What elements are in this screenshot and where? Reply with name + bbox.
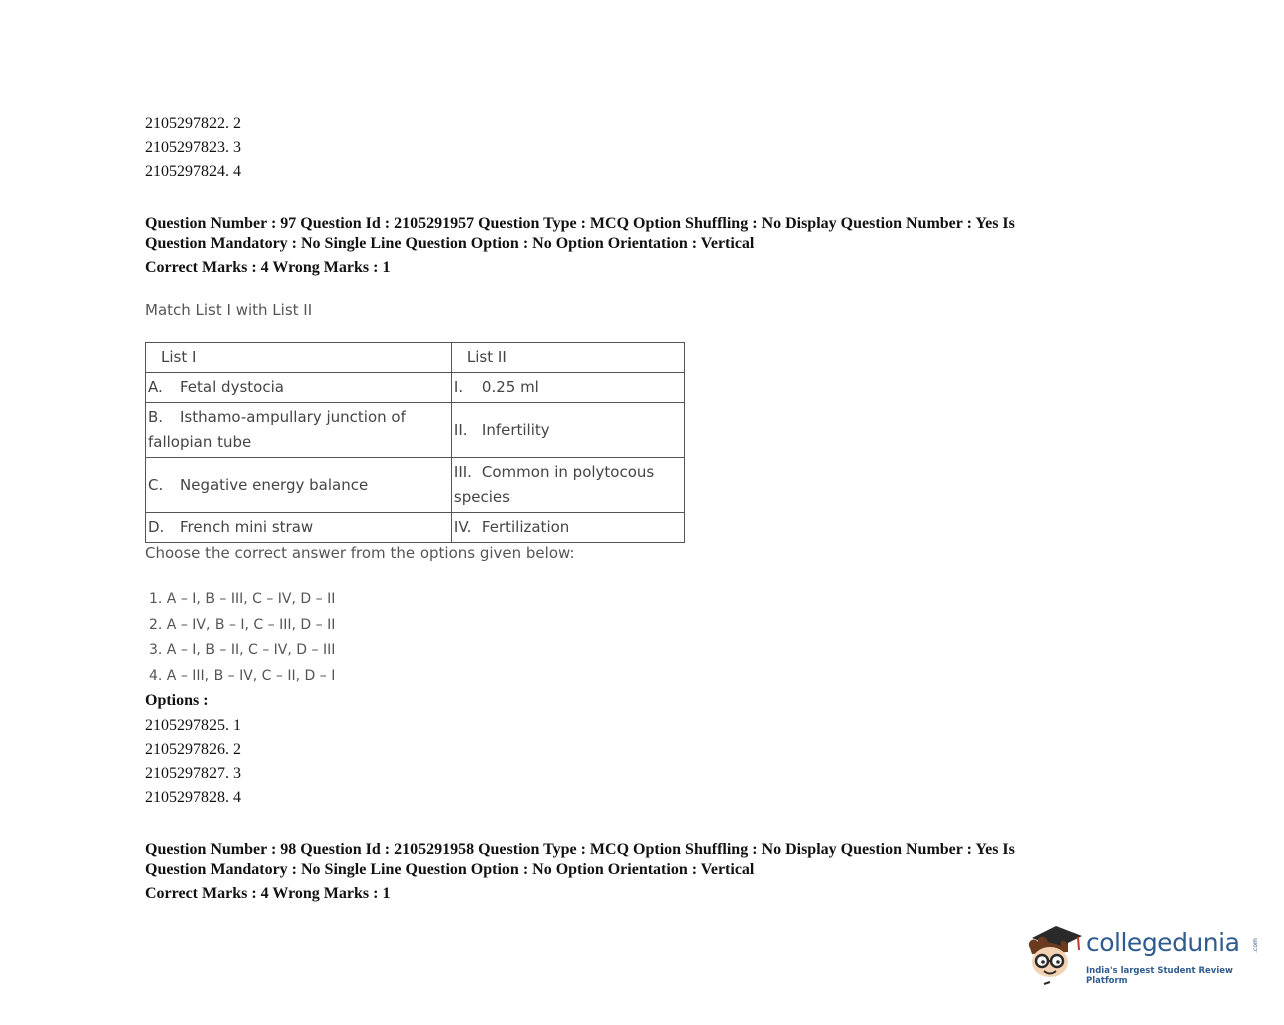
table-row [146, 373, 685, 403]
question-marks: Correct Marks : 4 Wrong Marks : 1 [145, 885, 391, 902]
question-meta-line: Question Number : 98 Question Id : 2105291958 Question Type : MCQ Option Shuffling : No Display Question Number : Yes Is [145, 841, 1015, 858]
table-row [146, 458, 685, 513]
choose-instruction: Choose the correct answer from the options given below: [145, 544, 575, 562]
option-line: 2105297822. 2 [145, 115, 241, 132]
list-1-cell [146, 458, 452, 513]
options-label: Options : [145, 692, 209, 709]
answer-choice: 2. A – IV, B – I, C – III, D – II [149, 616, 336, 633]
item-label: IV. [453, 518, 472, 536]
option-line: 2105297828. 4 [145, 789, 241, 806]
item-text: Common in polytocous species [453, 463, 655, 506]
item-text: Isthamo-ampullary junction of fallopian tube [148, 408, 406, 451]
list-2-cell [451, 458, 684, 513]
option-line: 2105297823. 3 [145, 139, 241, 156]
answer-choice: 4. A – III, B – IV, C – II, D – I [149, 668, 336, 685]
item-text: Negative energy balance [180, 475, 369, 494]
question-98-header [145, 840, 1105, 904]
item-text: 0.25 ml [481, 378, 539, 396]
list-1-cell [146, 403, 452, 458]
item-label: I. [453, 378, 464, 396]
list-2-cell [451, 513, 684, 543]
collegedunia-logo [1024, 918, 1264, 988]
question-meta-line: Question Number : 97 Question Id : 2105291957 Question Type : MCQ Option Shuffling : No Display Question Number : Yes Is [145, 215, 1015, 232]
match-table-header [146, 343, 685, 373]
option-line: 2105297827. 3 [145, 765, 241, 782]
mascot-icon [1024, 918, 1084, 988]
question-97-options [145, 714, 241, 810]
question-meta-line: Question Mandatory : No Single Line Question Option : No Option Orientation : Vertical [145, 235, 755, 252]
item-text: Infertility [481, 420, 550, 439]
item-text: Fetal dystocia [180, 378, 284, 396]
question-97-header [145, 214, 1105, 278]
item-label: D. [148, 518, 165, 536]
item-label: C. [148, 475, 164, 494]
answer-choice: 3. A – I, B – II, C – IV, D – III [149, 642, 336, 659]
item-label: III. [453, 463, 472, 481]
option-line: 2105297825. 1 [145, 717, 241, 734]
answer-choice: 1. A – I, B – III, C – IV, D – II [149, 591, 336, 607]
option-line: 2105297824. 4 [145, 163, 241, 180]
list-2-header: List II [451, 343, 684, 373]
question-prompt: Match List I with List II [145, 301, 313, 319]
table-row [146, 513, 685, 543]
question-marks: Correct Marks : 4 Wrong Marks : 1 [145, 259, 391, 276]
option-line: 2105297826. 2 [145, 741, 241, 758]
match-table [145, 342, 685, 543]
logo-name: collegedunia [1086, 928, 1240, 957]
table-row [146, 403, 685, 458]
item-text: Fertilization [481, 518, 570, 536]
logo-tagline: India's largest Student Review Platform [1086, 966, 1233, 986]
list-2-cell [451, 373, 684, 403]
answer-choices [149, 587, 335, 690]
previous-options [145, 112, 241, 184]
item-label: A. [148, 378, 163, 396]
list-2-cell [451, 403, 684, 458]
item-label: B. [148, 408, 164, 426]
question-meta-line: Question Mandatory : No Single Line Question Option : No Option Orientation : Vertical [145, 861, 755, 878]
list-1-cell [146, 513, 452, 543]
item-text: French mini straw [180, 518, 314, 536]
list-1-cell [146, 373, 452, 403]
logo-suffix: .com [1251, 938, 1259, 953]
list-1-header: List I [146, 343, 452, 373]
item-label: II. [453, 420, 468, 439]
